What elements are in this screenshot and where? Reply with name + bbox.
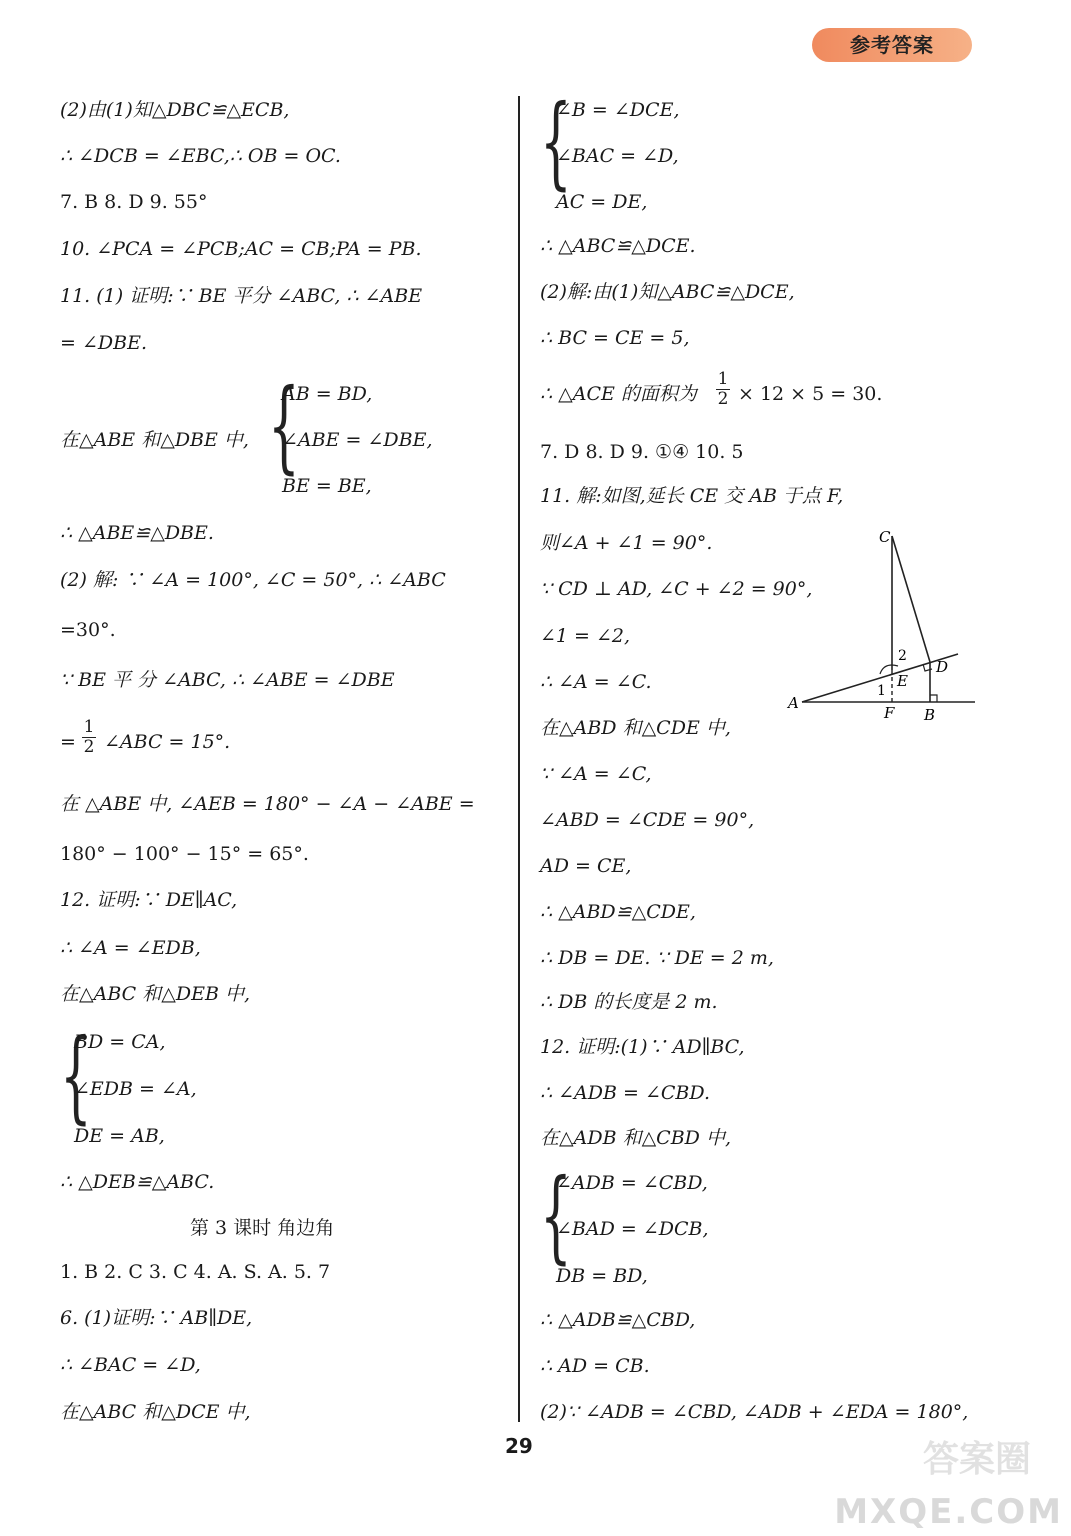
text-line: ∵ BE 平 分 ∠ABC, ∴ ∠ABE = ∠DBE <box>60 669 395 691</box>
text-line: AB = BD, <box>282 383 373 405</box>
watermark-logo: 答案圈 <box>922 1439 1031 1480</box>
fraction-one-half <box>716 370 730 409</box>
text-line: 12. 证明:∵ DE∥AC, <box>60 889 238 911</box>
text-line: =30°. <box>60 619 116 641</box>
text-line: 11. 解:如图,延长 CE 交 AB 于点 F, <box>540 485 844 507</box>
text-line: ∵ ∠A = ∠C, <box>540 763 652 785</box>
section-heading: 第 3 课时 角边角 <box>190 1217 335 1239</box>
text-line: 在△ABC 和△DEB 中, <box>60 983 250 1005</box>
geometry-figure <box>780 520 990 730</box>
text-line: (2) 解: ∵ ∠A = 100°, ∠C = 50°, ∴ ∠ABC <box>60 569 446 591</box>
text-line: AD = CE, <box>540 855 632 877</box>
label-c: C <box>879 528 891 546</box>
text-line: ∠ABD = ∠CDE = 90°, <box>540 809 755 831</box>
line-cd <box>892 536 930 662</box>
text-line: 在△ABD 和△CDE 中, <box>540 717 731 739</box>
label-1: 1 <box>877 683 886 699</box>
label-b: B <box>924 706 936 724</box>
fraction-denominator: 2 <box>717 389 729 409</box>
text-line: = ∠DBE. <box>60 332 147 354</box>
text-line: ∠BAC = ∠D, <box>556 145 679 167</box>
text-line: 在△ADB 和△CBD 中, <box>540 1127 731 1149</box>
text-line: 7. D 8. D 9. ①④ 10. 5 <box>540 441 744 463</box>
text-line: ∴ △ABC≌△DCE. <box>540 235 696 257</box>
text-line: ∴ △ADB≌△CBD, <box>540 1309 696 1331</box>
text-line: (2)由(1)知△DBC≌△ECB, <box>60 99 290 121</box>
text-line: ∴ △DEB≌△ABC. <box>60 1171 215 1193</box>
system-brace: { <box>60 1017 92 1134</box>
text-line: (2)解:由(1)知△ABC≌△DCE, <box>540 281 795 303</box>
text-line: ∠1 = ∠2, <box>540 625 631 647</box>
text-line: ∠ADB = ∠CBD, <box>556 1172 708 1194</box>
text-line: 1. B 2. C 3. C 4. A. S. A. 5. 7 <box>60 1261 331 1283</box>
right-angle-mark-b <box>930 695 937 702</box>
text-line: ∠ABE = ∠DBE, <box>282 429 433 451</box>
fraction-one-half <box>82 718 96 757</box>
label-2: 2 <box>898 648 907 664</box>
column-divider <box>518 96 520 1422</box>
fraction-denominator: 2 <box>83 737 95 757</box>
text-line: 在△ABE 和△DBE 中, <box>60 429 249 451</box>
text-line: ∠EDB = ∠A, <box>74 1078 197 1100</box>
label-a: A <box>788 694 799 712</box>
text-line: ∴ ∠BAC = ∠D, <box>60 1354 201 1376</box>
text-line: ∠B = ∠DCE, <box>556 99 680 121</box>
watermark-url: MXQE.COM <box>834 1492 1063 1532</box>
text-line: (2)∵ ∠ADB = ∠CBD, ∠ADB + ∠EDA = 180°, <box>540 1401 969 1423</box>
text-line: ∴ △ABE≌△DBE. <box>60 522 214 544</box>
fraction-numerator: 1 <box>83 717 95 737</box>
text-line: 则∠A + ∠1 = 90°. <box>540 532 713 554</box>
text-line: ∴ ∠A = ∠C. <box>540 671 652 693</box>
text-line: 10. ∠PCA = ∠PCB;AC = CB;PA = PB. <box>60 238 422 260</box>
text-line: BE = BE, <box>282 475 372 497</box>
text-line: ∵ CD ⊥ AD, ∠C + ∠2 = 90°, <box>540 578 813 600</box>
text-line: 在 △ABE 中, ∠AEB = 180° − ∠A − ∠ABE = <box>60 793 475 815</box>
text-line: BD = CA, <box>74 1031 166 1053</box>
system-brace: { <box>540 83 572 200</box>
text-line: 180° − 100° − 15° = 65°. <box>60 843 309 865</box>
text-line: ∴ AD = CB. <box>540 1355 650 1377</box>
system-brace: { <box>540 1157 572 1274</box>
text-line: ∴ ∠ADB = ∠CBD. <box>540 1082 710 1104</box>
text-line: ∴ DB 的长度是 2 m. <box>540 991 718 1013</box>
text-line: DE = AB, <box>74 1125 165 1147</box>
text-line: ∴ △ABD≌△CDE, <box>540 901 696 923</box>
label-d: D <box>936 658 949 676</box>
text-line: 在△ABC 和△DCE 中, <box>60 1401 251 1423</box>
label-f: F <box>884 704 895 722</box>
text-line: ∴ BC = CE = 5, <box>540 327 690 349</box>
answer-header-badge: 参考答案 <box>812 28 972 62</box>
text-line: = <box>60 731 76 753</box>
text-line: 6. (1)证明:∵ AB∥DE, <box>60 1307 253 1329</box>
system-brace: { <box>268 367 300 484</box>
text-line: ∠ABC = 15°. <box>104 731 231 753</box>
text-line: AC = DE, <box>556 191 648 213</box>
text-line: 12. 证明:(1)∵ AD∥BC, <box>540 1036 745 1058</box>
text-line: 7. B 8. D 9. 55° <box>60 191 208 213</box>
fraction-numerator: 1 <box>717 369 729 389</box>
text-line: DB = BD, <box>556 1265 648 1287</box>
text-line: ∴ △ACE 的面积为 <box>540 383 697 405</box>
text-line: ∴ DB = DE. ∵ DE = 2 m, <box>540 947 774 969</box>
page-number: 29 <box>505 1434 533 1458</box>
text-line: 11. (1) 证明:∵ BE 平分 ∠ABC, ∴ ∠ABE <box>60 285 423 307</box>
label-e: E <box>897 672 908 690</box>
text-line: ∴ ∠A = ∠EDB, <box>60 937 201 959</box>
text-line: × 12 × 5 = 30. <box>738 383 883 405</box>
text-line: ∠BAD = ∠DCB, <box>556 1218 709 1240</box>
text-line: ∴ ∠DCB = ∠EBC,∴ OB = OC. <box>60 145 341 167</box>
